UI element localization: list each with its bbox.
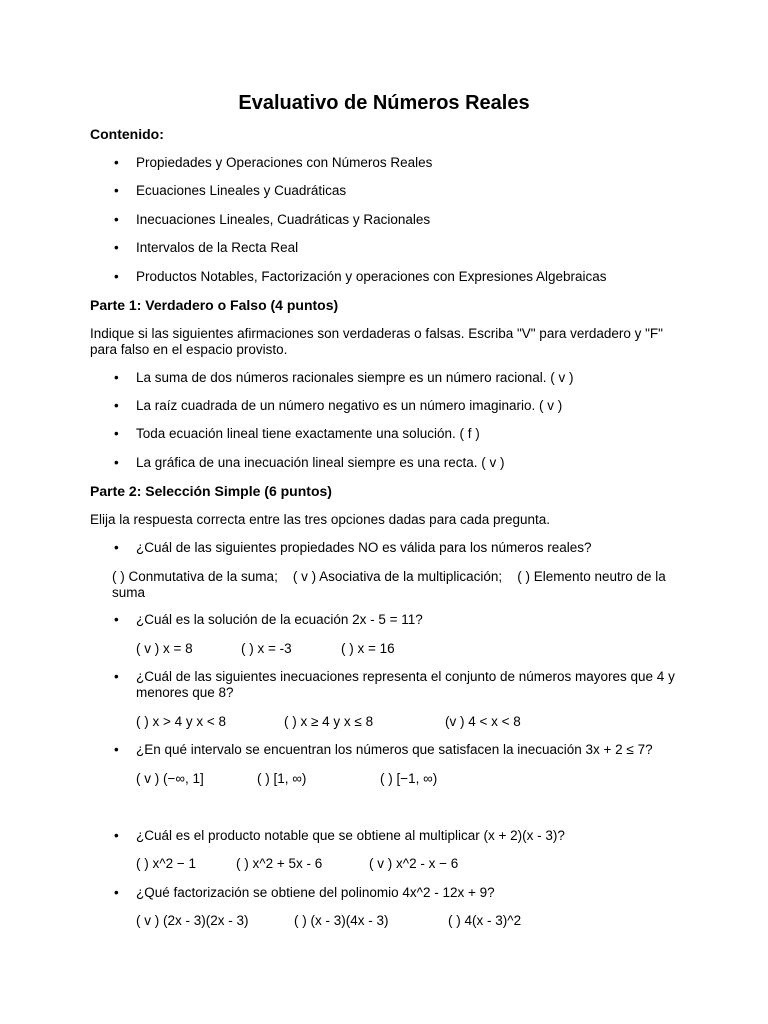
tf-statement: • Toda ecuación lineal tiene exactamente una solución. ( f ) <box>136 426 480 441</box>
question: • ¿En qué intervalo se encuentran los números que satisfacen la inecuación 3x + 2 ≤ 7? <box>136 742 653 757</box>
parte1-instructions: Indique si las siguientes afirmaciones son verdaderas o falsas. Escriba "V" para verdadero y "F" para falso en el espacio provisto. <box>90 326 663 357</box>
options-row <box>112 569 692 601</box>
option-selected: ( v ) x = 8 <box>136 641 193 656</box>
option: ( ) x^2 + 5x - 6 <box>236 856 323 871</box>
parte2-instructions: Elija la respuesta correcta entre las tres opciones dadas para cada pregunta. <box>90 512 551 527</box>
option: ( ) [−1, ∞) <box>380 771 438 786</box>
option: ( ) x = 16 <box>341 641 395 656</box>
option: ( ) x^2 − 1 <box>136 856 196 871</box>
contenido-item: • Productos Notables, Factorización y operaciones con Expresiones Algebraicas <box>136 269 607 284</box>
contenido-item: • Ecuaciones Lineales y Cuadráticas <box>136 183 346 198</box>
option: ( ) 4(x - 3)^2 <box>448 913 522 928</box>
question: • ¿Qué factorización se obtiene del polinomio 4x^2 - 12x + 9? <box>136 885 495 900</box>
option: ( ) x ≥ 4 y x ≤ 8 <box>284 714 374 729</box>
tf-statement: • La suma de dos números racionales siempre es un número racional. ( v ) <box>136 370 573 385</box>
question: • ¿Cuál de las siguientes propiedades NO es válida para los números reales? <box>136 540 592 555</box>
parte2-heading: Parte 2: Selección Simple (6 puntos) <box>90 483 332 499</box>
contenido-item: • Inecuaciones Lineales, Cuadráticas y Racionales <box>136 212 430 227</box>
option-selected: ( v ) (2x - 3)(2x - 3) <box>136 913 249 928</box>
option: ( ) (x - 3)(4x - 3) <box>294 913 389 928</box>
question: • ¿Cuál es la solución de la ecuación 2x - 5 = 11? <box>136 612 423 627</box>
contenido-item: • Propiedades y Operaciones con Números Reales <box>136 155 432 170</box>
option-selected: ( v ) (−∞, 1] <box>136 771 204 786</box>
option: ( ) x = -3 <box>241 641 292 656</box>
option: ( ) [1, ∞) <box>257 771 307 786</box>
question: • ¿Cuál es el producto notable que se obtiene al multiplicar (x + 2)(x - 3)? <box>136 828 565 843</box>
contenido-item: • Intervalos de la Recta Real <box>136 240 298 255</box>
option: ( ) x > 4 y x < 8 <box>136 714 227 729</box>
option: ( ) Conmutativa de la suma; <box>112 569 278 584</box>
parte1-heading: Parte 1: Verdadero o Falso (4 puntos) <box>90 297 339 313</box>
tf-statement: • La raíz cuadrada de un número negativo es un número imaginario. ( v ) <box>136 398 562 413</box>
option-selected: ( v ) Asociativa de la multiplicación; <box>292 569 503 584</box>
document-title: Evaluativo de Números Reales <box>238 92 530 114</box>
option-selected: (v ) 4 < x < 8 <box>445 714 521 729</box>
option: ( ) Elemento neutro de la suma <box>112 569 666 600</box>
question: • ¿Cuál de las siguientes inecuaciones representa el conjunto de números mayores que 4 y menores que 8? <box>136 669 684 701</box>
option-selected: ( v ) x^2 - x − 6 <box>369 856 459 871</box>
tf-statement: • La gráfica de una inecuación lineal siempre es una recta. ( v ) <box>136 455 504 470</box>
contenido-heading: Contenido: <box>90 126 164 142</box>
